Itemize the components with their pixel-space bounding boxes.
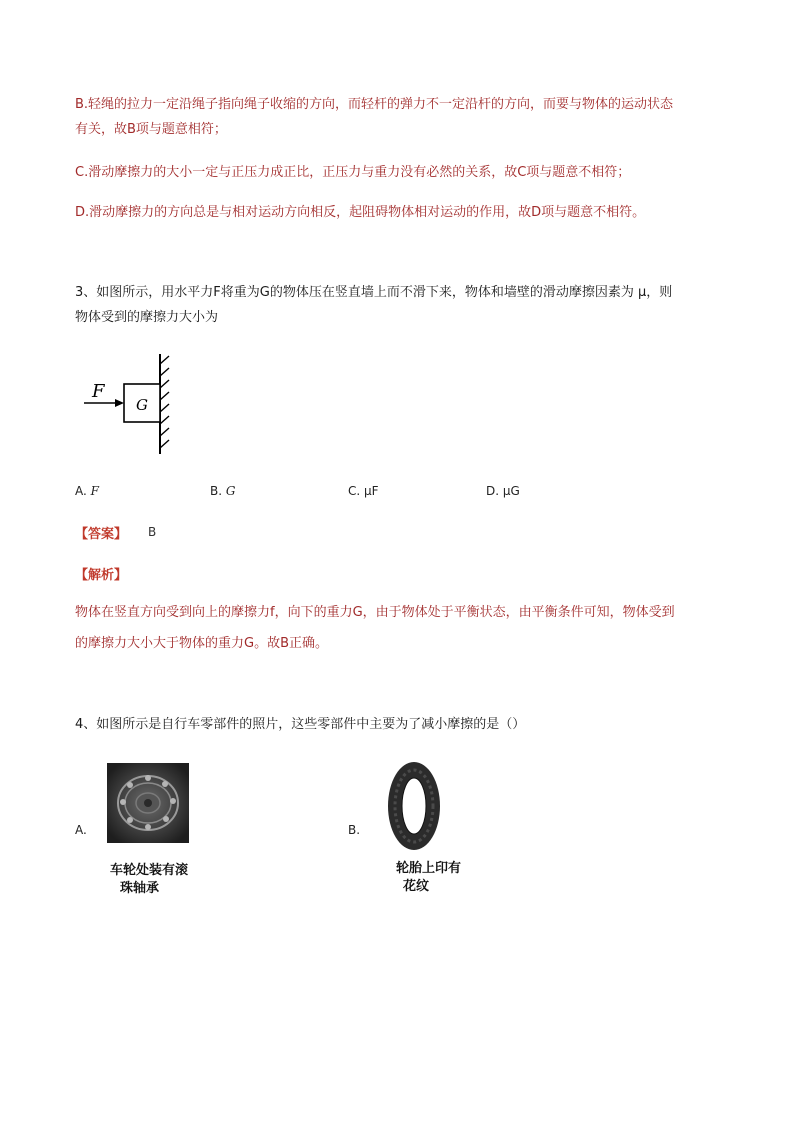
q3-stem-line1: 3、如图所示，用水平力F将重为G的物体压在竖直墙上而不滑下来，物体和墙壁的滑动摩擦因素为 μ，则 [75,285,673,300]
answer-value: B [148,525,157,539]
q4-option-a-caption-line1: 车轮处装有滚 [110,863,189,878]
q4-option-b-caption-line1: 轮胎上印有 [396,861,462,876]
q3-option-b [210,484,235,498]
option-letter: B. [210,484,223,498]
q3-analysis-line1: 物体在竖直方向受到向上的摩擦力f，向下的重力G，由于物体处于平衡状态，由平衡条件可知，物体受到 [75,605,675,620]
answer-tag: 【答案】 [75,527,128,542]
q3-stem-line2: 物体受到的摩擦力大小为 [75,310,219,325]
option-letter: D. [486,484,500,498]
analysis-tag: 【解析】 [75,568,128,583]
q2-option-c: C.滑动摩擦力的大小一定与正压力成正比，正压力与重力没有必然的关系，故C项与题意不相符； [75,165,631,180]
q4-option-a-letter: A. [75,823,87,837]
q2-option-d: D.滑动摩擦力的方向总是与相对运动方向相反，起阻碍物体相对运动的作用，故D项与题意不相符。 [75,205,646,220]
option-letter: C. [348,484,361,498]
wall-hatching [160,356,169,448]
q4-option-b-caption-line2: 花纹 [403,879,430,894]
option-text: μG [502,484,520,498]
q2-option-b-line2: 有关，故B项与题意相符； [75,122,227,137]
tire-image [384,758,444,854]
option-text: G [225,484,236,498]
option-text: F [90,484,99,498]
q3-force-diagram [80,350,200,460]
q4-option-a-caption-line2: 珠轴承 [120,881,160,896]
force-label: F [92,381,105,402]
q4-option-b-letter: B. [348,823,361,837]
q4-stem: 4、如图所示是自行车零部件的照片，这些零部件中主要为了减小摩擦的是（） [75,717,526,732]
q3-option-a [75,484,99,498]
q3-option-d [486,484,520,498]
q3-option-c [348,484,379,498]
ball-bearing-image [107,763,189,843]
q2-option-b-line1: B.轻绳的拉力一定沿绳子指向绳子收缩的方向，而轻杆的弹力不一定沿杆的方向，而要与物体的运动状态 [75,97,674,112]
q3-analysis-line2: 的摩擦力大小大于物体的重力G。故B正确。 [75,636,328,651]
force-arrow-head [115,399,124,407]
option-letter: A. [75,484,87,498]
block-label: G [136,396,148,414]
option-text: μF [364,484,379,498]
